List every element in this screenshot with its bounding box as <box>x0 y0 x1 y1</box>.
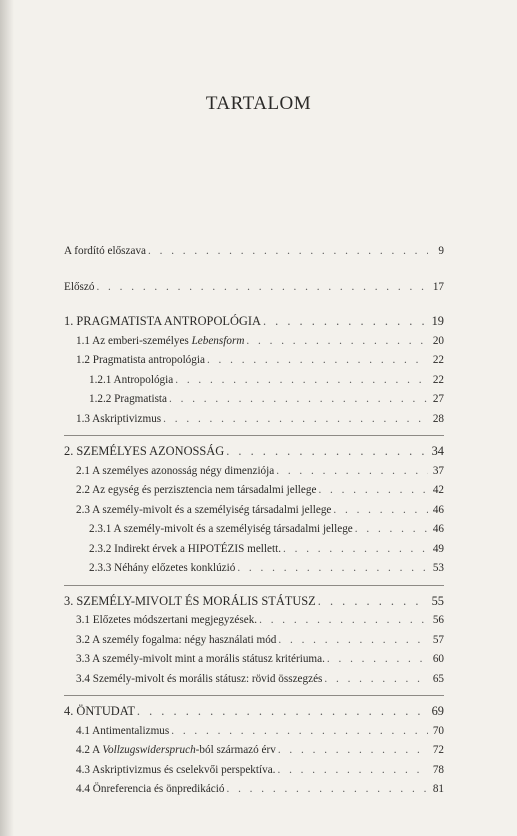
toc-subsection-2-3-1: 2.3.1 A személy-mivolt és a személyiség társadalmi jellege . . . 46 <box>64 520 444 540</box>
toc-section-4-3: 4.3 Askriptivizmus és cselekvői perspektíva. . . . 78 <box>64 761 444 781</box>
toc-section-4-2: 4.2 A Vollzugswiderspruch-ból származó érv . . . 72 <box>64 741 444 761</box>
toc-chapter-2: 2. SZEMÉLYES AZONOSSÁG . . . 34 <box>64 442 444 462</box>
toc-section-1-2: 1.2 Pragmatista antropológia . . . 22 <box>64 351 444 371</box>
chapter-divider <box>64 585 444 586</box>
toc-entry-preface: Előszó . . . 17 <box>64 278 444 298</box>
toc-chapter-4: 4. ÖNTUDAT . . . 69 <box>64 702 444 722</box>
toc-chapter-1: 1. PRAGMATISTA ANTROPOLÓGIA . . . 19 <box>64 312 444 332</box>
page-title: TARTALOM <box>205 93 312 114</box>
toc-section-1-1: 1.1 Az emberi-személyes Lebensform . . . 20 <box>64 332 444 352</box>
toc-subsection-1-2-1: 1.2.1 Antropológia . . . 22 <box>64 371 444 391</box>
toc-subsection-2-3-2: 2.3.2 Indirekt érvek a HIPOTÉZIS mellett. . . . 49 <box>64 540 444 560</box>
toc-section-2-2: 2.2 Az egység és perzisztencia nem társadalmi jellege . . . 42 <box>64 481 444 501</box>
toc-section-3-4: 3.4 Személy-mivolt és morális státusz: rövid összegzés . . . 65 <box>64 670 444 690</box>
toc-section-4-4: 4.4 Önreferencia és önpredikáció . . . 81 <box>64 780 444 800</box>
page-binding-shadow <box>0 0 14 836</box>
toc-subsection-2-3-3: 2.3.3 Néhány előzetes konklúzió . . . 53 <box>64 559 444 579</box>
chapter-divider <box>64 695 444 696</box>
toc-section-3-1: 3.1 Előzetes módszertani megjegyzések. . . . 56 <box>64 611 444 631</box>
toc-section-1-3: 1.3 Askriptivizmus . . . 28 <box>64 410 444 430</box>
toc-section-3-2: 3.2 A személy fogalma: négy használati mód . . . 57 <box>64 631 444 651</box>
toc-section-4-1: 4.1 Antimentalizmus . . . 70 <box>64 722 444 742</box>
toc-entry-translator-preface: A fordító előszava . . . 9 <box>64 242 444 262</box>
table-of-contents <box>64 242 444 800</box>
toc-subsection-1-2-2: 1.2.2 Pragmatista . . . 27 <box>64 390 444 410</box>
toc-section-3-3: 3.3 A személy-mivolt mint a morális státusz kritériuma. . . . 60 <box>64 650 444 670</box>
chapter-divider <box>64 435 444 436</box>
toc-chapter-3: 3. SZEMÉLY-MIVOLT ÉS MORÁLIS STÁTUSZ . . . 55 <box>64 592 444 612</box>
toc-section-2-1: 2.1 A személyes azonosság négy dimenziója . . . 37 <box>64 462 444 482</box>
toc-section-2-3: 2.3 A személy-mivolt és a személyiség társadalmi jellege . . . 46 <box>64 501 444 521</box>
